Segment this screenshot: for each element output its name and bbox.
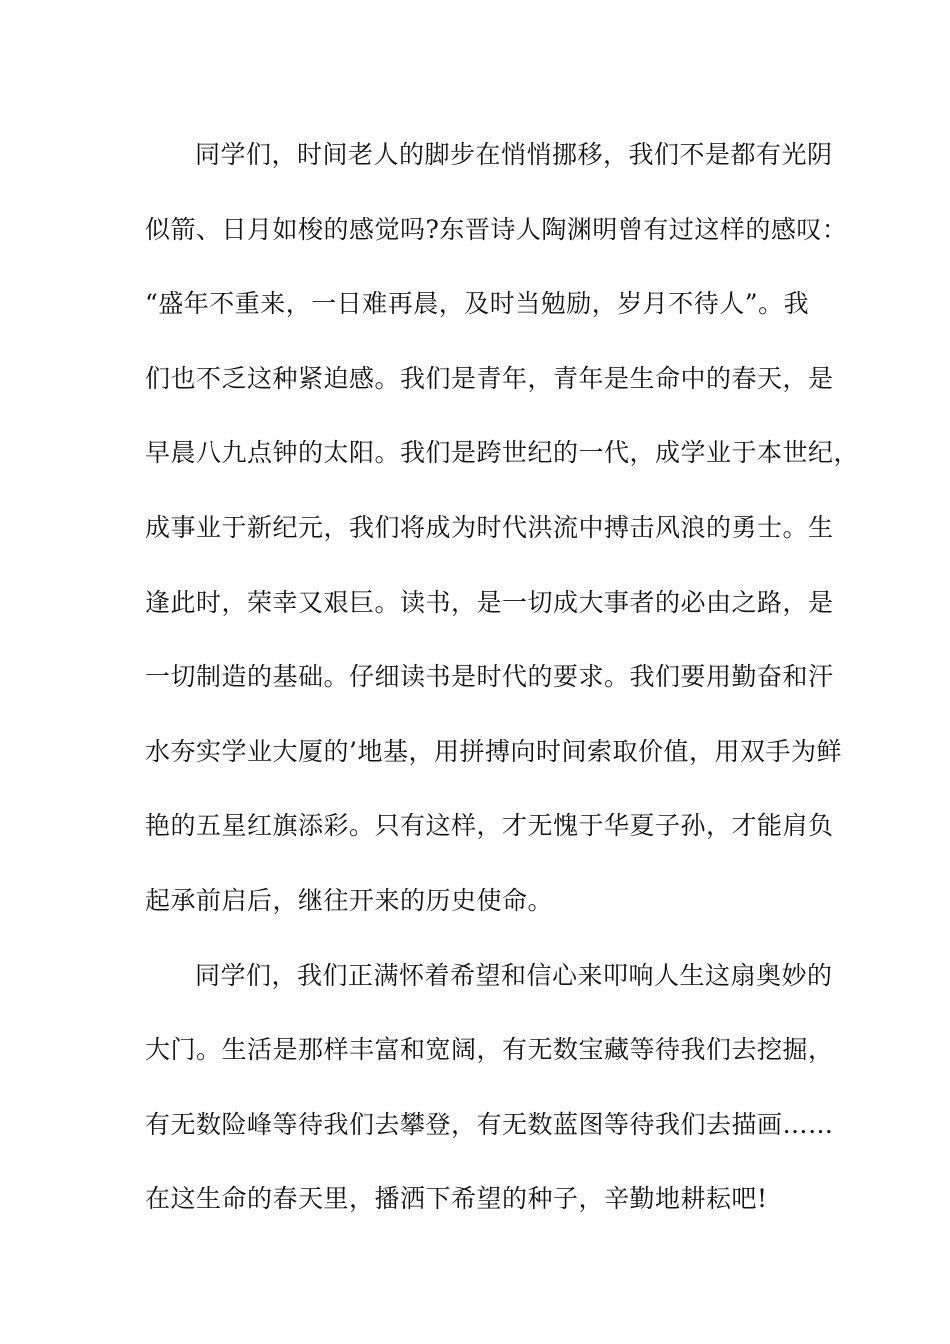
text-line: 水夯实学业大厦的’地基，用拼搏向时间索取价值，用双手为鲜 bbox=[145, 736, 842, 766]
text-line: 似箭、日月如梭的感觉吗?东晋诗人陶渊明曾有过这样的感叹： bbox=[145, 214, 848, 244]
text-line: “盛年不重来，一日难再晨，及时当勉励，岁月不待人”。我 bbox=[145, 289, 810, 319]
text-line: 大门。生活是那样丰富和宽阔，有无数宝藏等待我们去挖掘， bbox=[145, 1035, 834, 1065]
text-line: 们也不乏这种紧迫感。我们是青年，青年是生命中的春天，是 bbox=[145, 363, 834, 393]
text-line: 成事业于新纪元，我们将成为时代洪流中搏击风浪的勇士。生 bbox=[145, 512, 834, 542]
text-line: 艳的五星红旗添彩。只有这样，才无愧于华夏子孙，才能肩负 bbox=[145, 811, 834, 841]
document-body bbox=[145, 126, 860, 1245]
text-line: 一切制造的基础。仔细读书是时代的要求。我们要用勤奋和汗 bbox=[145, 662, 834, 692]
text-line: 逢此时，荣幸又艰巨。读书，是一切成大事者的必由之路，是 bbox=[145, 587, 834, 617]
text-line: 同学们，我们正满怀着希望和信心来叩响人生这扇奥妙的 bbox=[195, 960, 833, 990]
paragraph-2 bbox=[145, 947, 834, 1245]
text-line: 在这生命的春天里，播洒下希望的种子，辛勤地耕耘吧! bbox=[145, 1184, 768, 1214]
text-line: 同学们，时间老人的脚步在悄悄挪移，我们不是都有光阴 bbox=[195, 140, 833, 169]
text-line: 起承前启后，继往开来的历史使命。 bbox=[145, 885, 554, 915]
text-line: 有无数险峰等待我们去攀登，有无数蓝图等待我们去描画…… bbox=[145, 1109, 834, 1139]
text-line: 早晨八九点钟的太阳。我们是跨世纪的一代，成学业于本世纪， bbox=[145, 438, 860, 468]
paragraph-1 bbox=[145, 126, 860, 947]
